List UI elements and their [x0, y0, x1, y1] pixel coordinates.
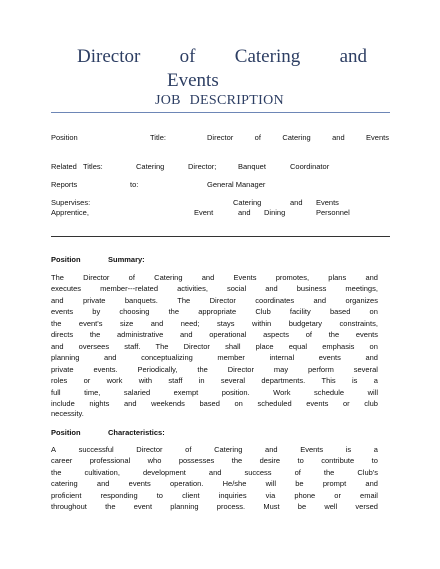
- info-word: Events: [366, 133, 389, 142]
- word: success: [244, 467, 272, 477]
- word: size: [119, 318, 134, 328]
- word: Must: [263, 502, 280, 511]
- word: private: [51, 364, 74, 374]
- text-line: [51, 274, 378, 282]
- word: position.: [221, 387, 250, 397]
- characteristics-heading-2: Characteristics:: [108, 428, 165, 437]
- info-word: of: [254, 133, 261, 142]
- word: business: [296, 284, 327, 294]
- text-line: [51, 492, 378, 500]
- text-line: [51, 285, 378, 293]
- word: and: [265, 284, 278, 294]
- title-word: and: [339, 46, 367, 67]
- text-line: [51, 308, 378, 316]
- word: member---related: [100, 284, 159, 294]
- word: several: [220, 376, 246, 386]
- info-word: and: [332, 133, 345, 142]
- word: events: [306, 398, 329, 408]
- word: A: [51, 445, 57, 454]
- text-line: [51, 343, 378, 351]
- to-label: to:: [130, 180, 139, 189]
- word: directs: [51, 330, 74, 340]
- word: events.: [93, 364, 118, 374]
- related-word: Catering: [136, 162, 165, 171]
- word: This: [321, 376, 336, 386]
- word: private: [82, 295, 106, 305]
- word: or: [334, 490, 341, 500]
- word: catering: [51, 479, 78, 489]
- word: aspects: [263, 330, 289, 340]
- word: and: [313, 295, 327, 305]
- word: development: [142, 467, 186, 477]
- word: staff: [168, 376, 183, 386]
- word: oversees: [78, 341, 110, 351]
- word: of: [294, 467, 301, 477]
- word: need;: [180, 318, 200, 328]
- word: perform: [308, 364, 334, 374]
- title-word: of: [179, 46, 196, 67]
- word: and: [51, 341, 64, 351]
- word: and: [180, 330, 193, 340]
- word: proficient: [51, 490, 82, 500]
- word: scheduled: [257, 398, 292, 408]
- supervises-word: Dining: [264, 208, 286, 217]
- word: prompt: [322, 479, 347, 489]
- word: a: [373, 445, 378, 454]
- word: executes: [51, 284, 82, 294]
- text-line: [51, 469, 378, 477]
- word: organizes: [345, 295, 378, 305]
- reports-value: General Manager: [207, 180, 266, 189]
- related-label: Related: [51, 162, 77, 171]
- word: Club: [255, 307, 271, 317]
- word: throughout: [51, 502, 87, 511]
- text-line: [51, 320, 378, 328]
- word: will: [265, 479, 277, 489]
- info-word: Catering: [282, 133, 311, 142]
- word: the: [168, 307, 180, 317]
- word: be: [297, 502, 307, 511]
- word: Director: [183, 341, 210, 351]
- word: well: [324, 502, 338, 511]
- word: will: [367, 387, 378, 397]
- word: possesses: [178, 456, 215, 466]
- word: administrative: [117, 330, 164, 340]
- summary-last-line: necessity.: [51, 409, 84, 418]
- section-divider: [51, 236, 390, 237]
- word: and: [265, 445, 278, 454]
- word: and: [150, 318, 164, 328]
- word: professional: [89, 456, 131, 466]
- word: Director: [83, 273, 110, 282]
- word: the: [197, 364, 208, 374]
- word: to: [156, 490, 163, 500]
- word: choosing: [119, 307, 150, 317]
- word: stays: [217, 318, 235, 328]
- word: desire: [259, 456, 281, 466]
- word: with: [138, 376, 153, 386]
- word: the: [231, 456, 243, 466]
- word: process.: [216, 502, 246, 511]
- supervises-word: and: [238, 208, 251, 217]
- supervises-word: Events: [316, 198, 339, 207]
- word: appropriate: [198, 307, 237, 317]
- word: place: [255, 341, 274, 351]
- divider: [51, 112, 390, 113]
- related-word: Director;: [188, 162, 217, 171]
- word: to: [371, 456, 378, 466]
- word: shall: [225, 341, 241, 351]
- related-word: Coordinator: [290, 162, 330, 171]
- word: Events: [233, 273, 257, 282]
- title-label: Title:: [150, 133, 166, 142]
- word: Director: [136, 445, 163, 454]
- word: of: [305, 330, 312, 340]
- word: is: [351, 376, 358, 386]
- word: on: [369, 341, 378, 351]
- text-line: [51, 354, 378, 362]
- word: conceptualizing: [141, 353, 193, 363]
- word: He/she: [222, 479, 247, 489]
- word: club: [364, 398, 378, 408]
- word: Catering: [214, 445, 243, 454]
- word: staff.: [124, 341, 141, 351]
- word: Periodically,: [137, 364, 178, 374]
- text-line: [51, 297, 378, 305]
- word: banquets.: [124, 295, 158, 305]
- word: constraints,: [339, 318, 378, 328]
- word: Club's: [357, 467, 378, 477]
- word: successful: [78, 445, 114, 454]
- word: inquiries: [218, 490, 247, 500]
- word: and: [365, 273, 378, 282]
- supervises-word: and: [290, 198, 303, 207]
- word: event: [133, 502, 153, 511]
- summary-heading-1: Position: [51, 255, 81, 264]
- word: via: [265, 490, 276, 500]
- word: Director: [209, 295, 236, 305]
- word: activities,: [177, 284, 208, 294]
- word: and: [96, 479, 110, 489]
- position-title-value: [207, 134, 389, 142]
- word: and: [208, 467, 222, 477]
- word: departments.: [261, 376, 306, 386]
- word: exempt: [173, 387, 199, 397]
- word: operation.: [170, 479, 204, 489]
- word: events: [355, 330, 378, 340]
- word: The: [155, 341, 169, 351]
- titles-label: Titles:: [83, 162, 103, 171]
- text-line: [51, 446, 378, 454]
- word: within: [252, 318, 272, 328]
- word: the: [89, 330, 101, 340]
- word: events: [51, 307, 74, 317]
- word: and: [123, 398, 137, 408]
- word: schedule: [314, 387, 345, 397]
- word: The: [51, 273, 64, 282]
- word: the: [105, 502, 116, 511]
- word: planning: [51, 353, 80, 363]
- word: may: [273, 364, 289, 374]
- text-line: [51, 331, 378, 339]
- reports-label: Reports: [51, 180, 78, 189]
- word: or: [342, 398, 350, 408]
- word: the: [51, 318, 62, 328]
- title-line-2: Events: [167, 70, 219, 91]
- related-word: Banquet: [238, 162, 266, 171]
- characteristics-heading-1: Position: [51, 428, 81, 437]
- word: include: [51, 398, 75, 408]
- word: and: [51, 295, 64, 305]
- text-line: [51, 480, 378, 488]
- text-line: [51, 377, 378, 385]
- word: planning: [170, 502, 199, 511]
- word: events: [318, 353, 341, 363]
- apprentice-label: Apprentice,: [51, 208, 89, 217]
- word: and: [103, 353, 117, 363]
- word: internal: [269, 353, 295, 363]
- word: of: [185, 445, 192, 454]
- text-line: [51, 457, 378, 465]
- word: based: [329, 307, 351, 317]
- word: contribute: [321, 456, 355, 466]
- word: by: [92, 307, 101, 317]
- word: career: [51, 456, 73, 466]
- word: nights: [89, 398, 110, 408]
- word: Work: [273, 387, 291, 397]
- word: operational: [209, 330, 247, 340]
- word: weekends: [151, 398, 185, 408]
- word: in: [198, 376, 205, 386]
- word: Catering: [154, 273, 183, 282]
- word: and: [365, 479, 378, 489]
- title-word: Director: [77, 46, 141, 67]
- word: full: [51, 387, 61, 397]
- word: who: [147, 456, 162, 466]
- word: budgetary: [288, 318, 323, 328]
- word: to: [297, 456, 304, 466]
- supervises-label: Supervises:: [51, 198, 91, 207]
- summary-heading-2: Summary:: [108, 255, 145, 264]
- word: Director: [227, 364, 254, 374]
- word: a: [373, 376, 378, 386]
- title-word: Catering: [234, 46, 301, 67]
- title-line-1: [77, 46, 367, 68]
- word: equal: [288, 341, 308, 351]
- word: meetings,: [345, 284, 378, 294]
- word: promotes,: [275, 273, 310, 282]
- word: on: [234, 398, 243, 408]
- text-line: [51, 389, 378, 397]
- word: emphasis: [322, 341, 355, 351]
- word: event's: [78, 318, 103, 328]
- word: responding: [100, 490, 138, 500]
- word: client: [182, 490, 200, 500]
- supervises-word: Event: [194, 208, 214, 217]
- word: and: [201, 273, 215, 282]
- word: is: [345, 445, 352, 454]
- text-line: [51, 503, 378, 511]
- word: be: [295, 479, 304, 489]
- text-line: [51, 400, 378, 408]
- word: or: [83, 376, 91, 386]
- supervises-word: Personnel: [316, 208, 350, 217]
- word: coordinates: [255, 295, 295, 305]
- word: several: [353, 364, 378, 374]
- word: work: [106, 376, 123, 386]
- word: member: [217, 353, 245, 363]
- word: social: [226, 284, 247, 294]
- position-label: Position: [51, 133, 78, 142]
- word: and: [365, 353, 378, 363]
- word: the: [51, 467, 62, 477]
- word: facility: [289, 307, 311, 317]
- word: of: [128, 273, 135, 282]
- text-line: [51, 366, 378, 374]
- word: events: [128, 479, 151, 489]
- word: email: [360, 490, 378, 500]
- word: The: [177, 295, 191, 305]
- word: Events: [300, 445, 324, 454]
- word: based: [199, 398, 220, 408]
- word: salaried: [123, 387, 151, 397]
- word: time,: [84, 387, 101, 397]
- word: versed: [355, 502, 378, 511]
- word: the: [328, 330, 340, 340]
- word: roles: [51, 376, 68, 386]
- info-word: Director: [207, 133, 234, 142]
- subtitle: JOB DESCRIPTION: [155, 93, 284, 108]
- word: cultivation,: [84, 467, 120, 477]
- word: phone: [294, 490, 316, 500]
- supervises-word: Catering: [233, 198, 262, 207]
- word: the: [323, 467, 335, 477]
- word: plans: [328, 273, 347, 282]
- word: on: [369, 307, 378, 317]
